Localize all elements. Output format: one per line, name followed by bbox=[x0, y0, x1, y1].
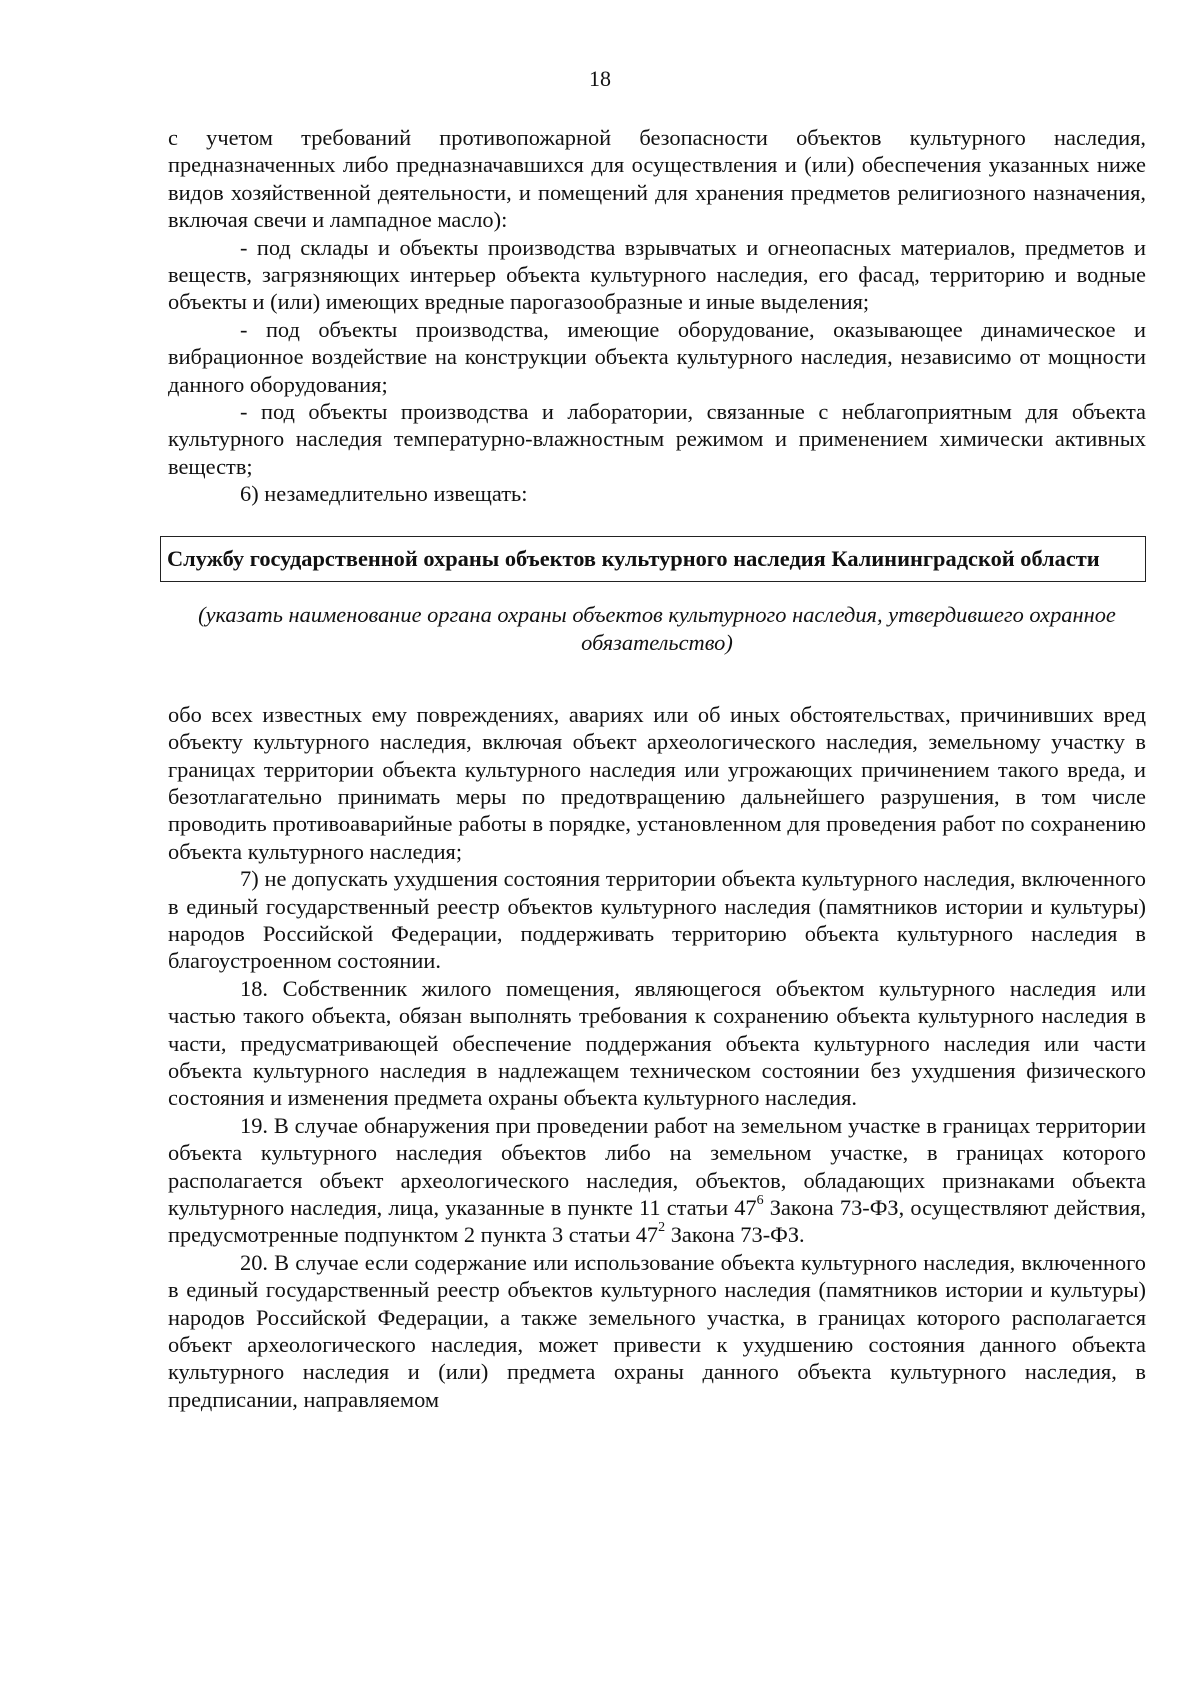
paragraph-19-part1: 19. В случае обнаружения при проведении работ на земельном участке в границах территории объекта культурного наследия объектов либо на земельном участке, в границах которого располагается объект археологического наследия, объектов, обладающих признаками объекта культурного наследия, лица, указанные в пункте 11 статьи 47 bbox=[168, 1112, 1146, 1220]
paragraph-item-18: 18. Собственник жилого помещения, являющегося объектом культурного наследия или частью такого объекта, обязан выполнять требования к сохранению объекта культурного наследия в части, предусматривающей обеспечение поддержания объекта культурного наследия или части объекта культурного наследия в надлежащем техническом состоянии без ухудшения физического состояния и изменения предмета охраны объекта культурного наследия. bbox=[168, 975, 1146, 1111]
paragraph-laboratories: - под объекты производства и лаборатории, связанные с неблагоприятным для объекта культурного наследия температурно-влажностным режимом и применением химически активных веществ; bbox=[168, 399, 1146, 479]
paragraph-19-part3: Закона 73-ФЗ. bbox=[665, 1222, 805, 1248]
paragraph-warehouses: - под склады и объекты производства взрывчатых и огнеопасных материалов, предметов и веществ, загрязняющих интерьер объекта культурного наследия, его фасад, территорию и водные объекты и (или) имеющих вредные парогазообразные и иные выделения; bbox=[168, 234, 1146, 315]
authority-box bbox=[160, 536, 1146, 582]
authority-caption: (указать наименование органа охраны объектов культурного наследия, утвердившего охранное обязательство) bbox=[198, 601, 1116, 655]
authority-name: Службу государственной охраны объектов культурного наследия Калининградской области bbox=[167, 545, 1100, 571]
page-number: 18 bbox=[589, 66, 611, 91]
paragraph-damages: обо всех известных ему повреждениях, авариях или об иных обстоятельствах, причинивших вред объекту культурного наследия, включая объект археологического наследия, земельному участку в границах территории объекта культурного наследия или угрожающих причинением такого вреда, и безотлагательно принимать меры по предотвращению дальнейшего разрушения, в том числе проводить противоаварийные работы в порядке, установленном для проведения работ по сохранению объекта культурного наследия; bbox=[168, 701, 1146, 864]
paragraph-19-part2: Закона 73-ФЗ, осуществляют действия, предусмотренные подпунктом 2 пункта 3 статьи 47 bbox=[168, 1195, 1146, 1248]
superscript-2: 2 bbox=[658, 1219, 666, 1235]
paragraph-item-20: 20. В случае если содержание или использование объекта культурного наследия, включенного в единый государственный реестр объектов культурного наследия (памятников истории и культуры) народов Российской Федерации, а также земельного участка, в границах которого располагается объект археологического наследия, может привести к ухудшению состояния данного объекта культурного наследия и (или) предмета охраны данного объекта культурного наследия, в предписании, направляемом bbox=[168, 1249, 1146, 1412]
paragraph-item-7: 7) не допускать ухудшения состояния территории объекта культурного наследия, включенного в единый государственный реестр объектов культурного наследия (памятников истории и культуры) народов Российской Федерации, поддерживать территорию объекта культурного наследия в благоустроенном состоянии. bbox=[168, 866, 1146, 974]
paragraph-notify: 6) незамедлительно извещать: bbox=[240, 481, 528, 507]
superscript-6: 6 bbox=[756, 1192, 764, 1208]
paragraph-production-equipment: - под объекты производства, имеющие оборудование, оказывающее динамическое и вибрационное воздействие на конструкции объекта культурного наследия, независимо от мощности данного оборудования; bbox=[168, 316, 1146, 397]
paragraph-fire-safety: с учетом требований противопожарной безопасности объектов культурного наследия, предназначенных либо предназначавшихся для осуществления и (или) обеспечения указанных ниже видов хозяйственной деятельности, и помещений для хранения предметов религиозного назначения, включая свечи и лампадное масло): bbox=[168, 125, 1146, 233]
paragraph-item-19 bbox=[168, 1112, 1146, 1249]
document-body bbox=[168, 124, 1146, 1413]
